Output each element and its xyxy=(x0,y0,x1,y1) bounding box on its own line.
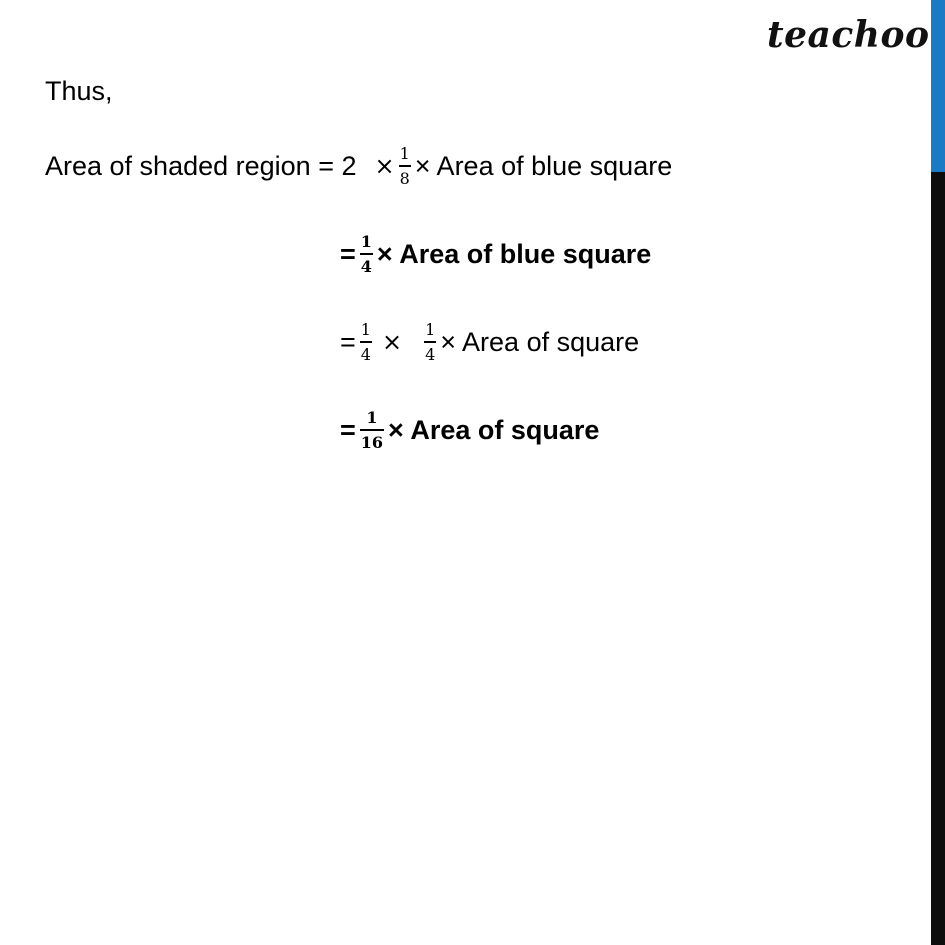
fraction-one-fourth xyxy=(360,234,373,275)
line2-eq: = xyxy=(340,239,356,269)
line4-rhs: × Area of square xyxy=(388,415,600,445)
fraction-denominator: 8 xyxy=(399,168,410,188)
equation-line-1 xyxy=(45,146,672,187)
line1-lhs: Area of shaded region = 2 xyxy=(45,150,357,181)
fraction-denominator: 4 xyxy=(425,344,436,364)
fraction-numerator: 1 xyxy=(366,408,378,427)
fraction-one-fourth xyxy=(424,322,436,363)
fraction-numerator: 1 xyxy=(425,320,436,339)
line3-times: × xyxy=(381,328,403,357)
sidebar-accent xyxy=(931,0,945,172)
fraction-one-sixteenth xyxy=(360,410,384,451)
fraction-numerator: 1 xyxy=(399,144,410,163)
line3-eq: = xyxy=(340,326,356,357)
fraction-one-eighth xyxy=(399,146,411,187)
line2-rhs: × Area of blue square xyxy=(376,239,652,269)
equation-line-4 xyxy=(340,410,599,451)
equation-line-3 xyxy=(340,322,639,363)
fraction-denominator: 16 xyxy=(360,433,384,452)
line4-eq: = xyxy=(340,415,356,445)
fraction-numerator: 1 xyxy=(360,232,372,251)
intro-text xyxy=(45,78,113,105)
intro-label: Thus, xyxy=(45,76,113,106)
line1-times: × xyxy=(374,152,395,181)
fraction-denominator: 4 xyxy=(360,257,372,276)
fraction-denominator: 4 xyxy=(360,344,371,364)
line1-rhs: × Area of blue square xyxy=(414,150,673,181)
line3-rhs: × Area of square xyxy=(440,326,640,357)
equation-line-2 xyxy=(340,234,651,275)
fraction-one-fourth xyxy=(360,322,372,363)
fraction-numerator: 1 xyxy=(360,320,371,339)
teachoo-logo: teachoo xyxy=(767,14,930,56)
